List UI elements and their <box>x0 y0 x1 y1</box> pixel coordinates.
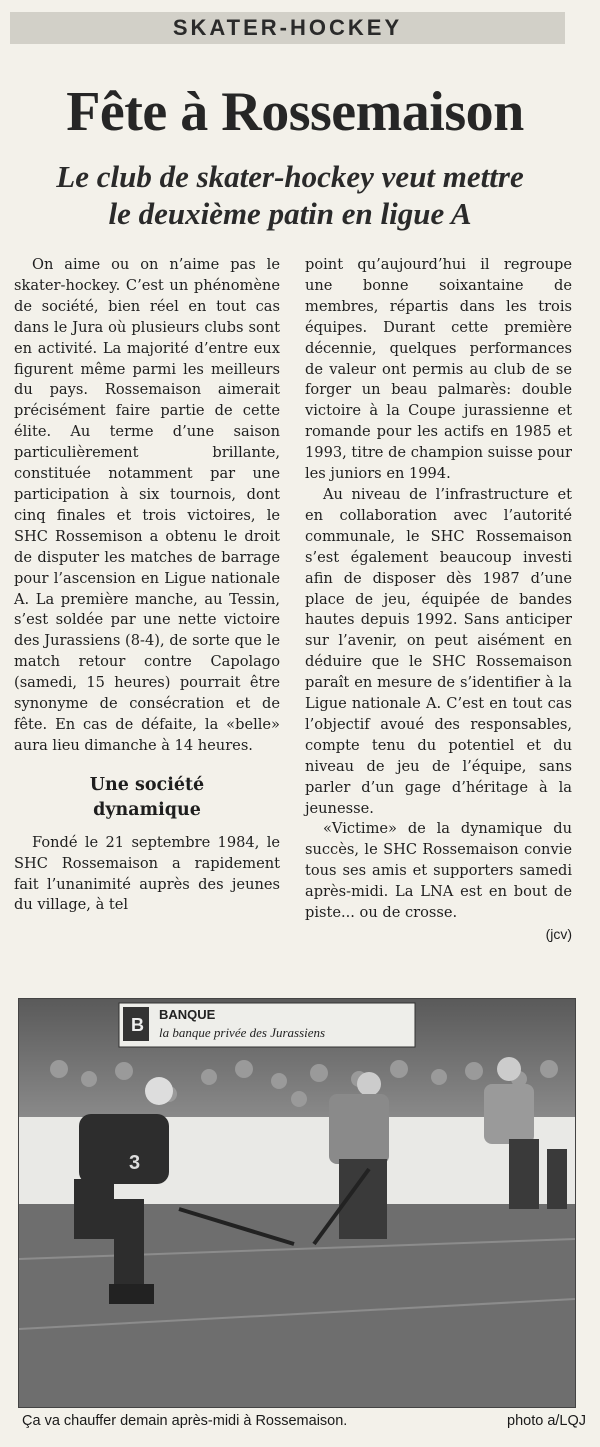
history-paragraph-continued: point qu’aujourd’hui il regroupe une bonne soixantaine de membres, répartis dans les trois équipes. Durant cette première décennie, quelques performances de valeur ont permis au club de se forger un beau palmarès: double victoire à la Coupe jurassienne et romande pour les actifs en 1985 et 1993, titre de champion suisse pour les juniors en 1994. <box>305 256 572 483</box>
intro-paragraph: On aime ou on n’aime pas le skater-hockey. C’est un phénomène de société, bien réel en tout cas dans le Jura où plusieurs clubs sont en activité. La majorité d’entre eux figurent même parmi les meilleurs du pays. Rossemaison aimerait précisément faire partie de cette élite. Au terme d’une saison particulièrement brillante, constituée notamment par une participation à six tournois, dont cinq finales et trois victoires, le SHC Rossemison a obtenu le droit de disputer les matches de barrage pour l’ascension en Ligue nationale A. La première manche, au Tessin, s’est soldée par une nette victoire des Jurassiens (8-4), de sorte que le match retour contre Capolago (samedi, 15 heures) pourrait être synonyme de consécration et de fête. En cas de défaite, la «belle» aura lieu dimanche à 14 heures. <box>14 256 280 754</box>
hockey-photo <box>18 998 576 1408</box>
subhead-line-2: le deuxième patin en ligue A <box>108 196 472 231</box>
text-column-left <box>14 255 280 916</box>
history-paragraph: Fondé le 21 septembre 1984, le SHC Rossemaison a rapidement fait l’unanimité auprès des jeunes du village, à tel <box>14 833 280 914</box>
subhead-line-1: Le club de skater-hockey veut mettre <box>56 159 524 194</box>
text-column-right <box>305 255 572 945</box>
photo-credit: photo a/LQJ <box>507 1413 586 1429</box>
jersey-number: 3 <box>129 1152 141 1174</box>
article-subhead <box>0 158 580 232</box>
banner-text: la banque privée des Jurassiens <box>159 1025 326 1040</box>
article-headline: Fête à Rossemaison <box>66 81 524 143</box>
author-signature: (jcv) <box>545 926 572 942</box>
closing-paragraph: «Victime» de la dynamique du succès, le SHC Rossemaison convie tous ses amis et supporters samedi après-midi. La LNA est en bout de piste... ou de crosse. <box>305 820 572 922</box>
banner-top-text: BANQUE <box>159 1007 216 1022</box>
section-rubric <box>10 12 565 44</box>
intertitle <box>14 773 280 823</box>
photo-caption: Ça va chauffer demain après-midi à Rossemaison. <box>22 1413 348 1429</box>
svg-text:B: B <box>131 1015 144 1035</box>
infrastructure-paragraph: Au niveau de l’infrastructure et en collaboration avec l’autorité communale, le SHC Rossemaison s’est également beaucoup investi afin de disposer dès 1987 d’une place de jeu, équipée de bandes hautes depuis 1992. Sans anticiper sur l’avenir, on peut aisément en déduire que le SHC Rossemaison paraît en mesure de s’identifier à la Ligue nationale A. C’est en tout cas l’objectif avoué des responsables, compte tenu du potentiel et du niveau de jeu de l’équipe, sans parler d’un gage d’héritage à la jeunesse. <box>305 485 572 817</box>
intertitle-line-2: dynamique <box>93 799 201 820</box>
intertitle-line-1: Une société <box>89 774 205 795</box>
rubric-label: SKATER-HOCKEY <box>172 15 403 40</box>
